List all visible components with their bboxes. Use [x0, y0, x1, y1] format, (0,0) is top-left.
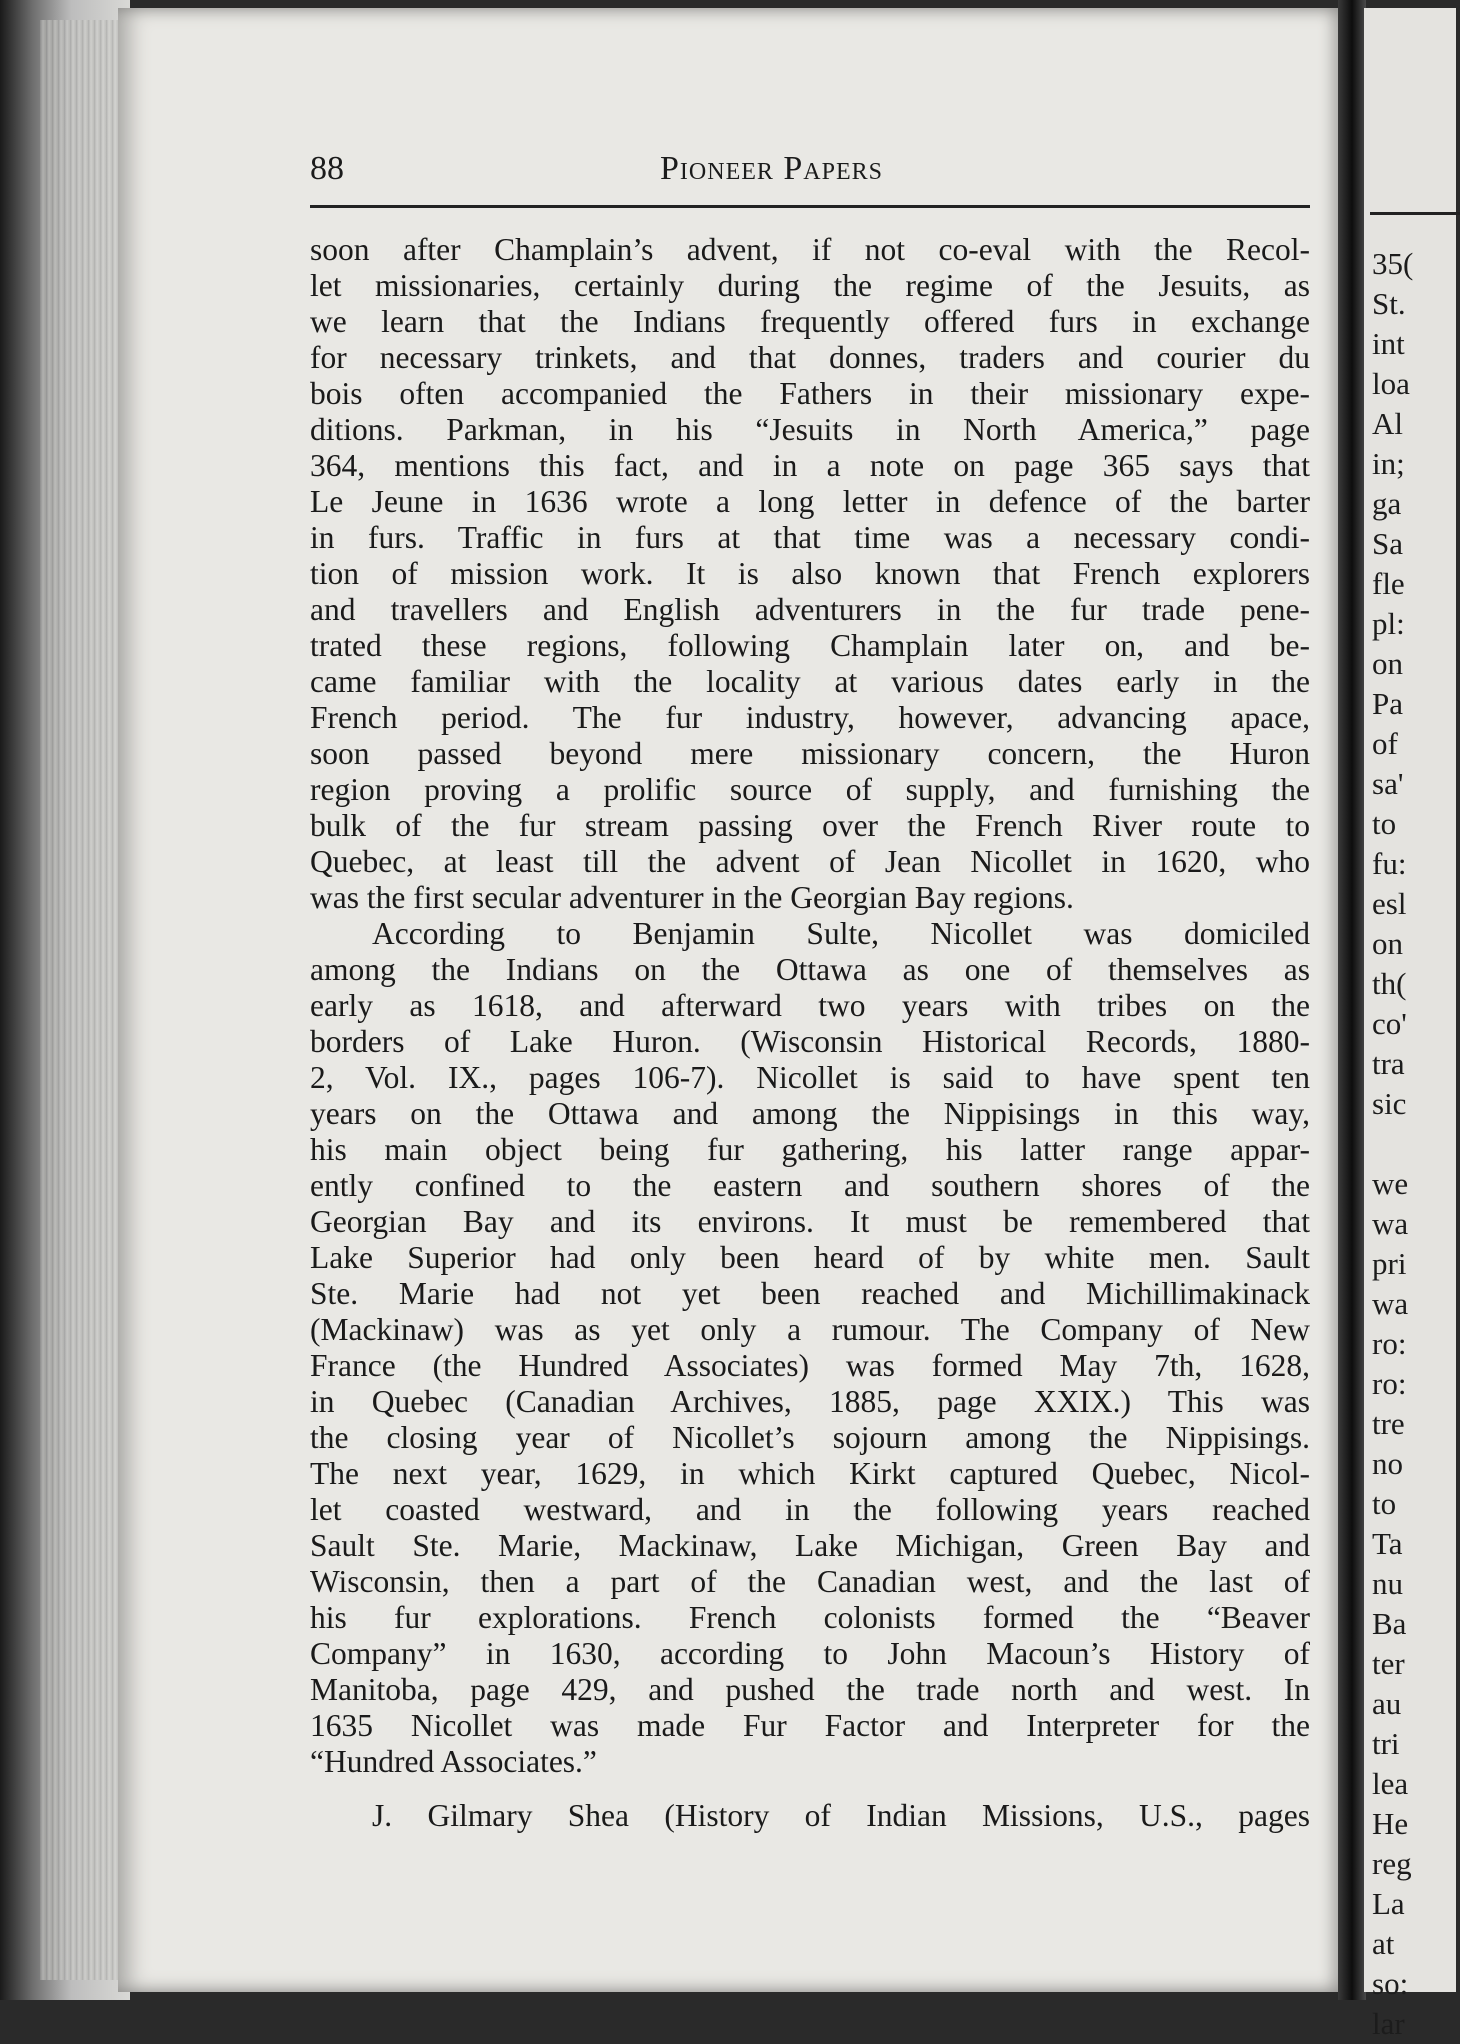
text-line: among the Indians on the Ottawa as one of themselves as [310, 952, 1310, 987]
text-line: 2, Vol. IX., pages 106-7). Nicollet is said to have spent ten [310, 1060, 1310, 1095]
facing-page-fragment: sa' [1372, 766, 1404, 801]
facing-page-fragment: St. [1372, 286, 1406, 321]
paragraph [310, 916, 1310, 1780]
facing-page-fragment: pri [1372, 1246, 1407, 1281]
text-line: Manitoba, page 429, and pushed the trade north and west. In [310, 1672, 1310, 1707]
facing-page-fragment: tri [1372, 1726, 1400, 1761]
text-line: was the first secular adventurer in the Georgian Bay regions. [310, 880, 1074, 915]
facing-page-fragment: at [1372, 1926, 1395, 1961]
text-line: The next year, 1629, in which Kirkt captured Quebec, Nicol- [310, 1456, 1310, 1491]
text-line: Lake Superior had only been heard of by white men. Sault [310, 1240, 1310, 1275]
text-line: soon after Champlain’s advent, if not co-eval with the Recol- [310, 232, 1310, 267]
facing-page-fragment: lar [1372, 2006, 1405, 2041]
facing-page-fragment: co' [1372, 1006, 1407, 1041]
facing-page-rule [1370, 212, 1460, 215]
facing-page-fragment: ga [1372, 486, 1402, 521]
paragraph [310, 1798, 1310, 1834]
facing-page-fragment: Al [1372, 406, 1403, 441]
text-line: years on the Ottawa and among the Nippisings in this way, [310, 1096, 1310, 1131]
text-line: region proving a prolific source of supply, and furnishing the [310, 772, 1310, 807]
text-line: 1635 Nicollet was made Fur Factor and Interpreter for the [310, 1708, 1310, 1743]
facing-page-fragment: ro: [1372, 1366, 1407, 1401]
running-title: Pioneer Papers [660, 150, 883, 187]
facing-page-fragment: to [1372, 1486, 1397, 1521]
facing-page-fragment: au [1372, 1686, 1402, 1721]
facing-page-fragment: pl: [1372, 606, 1405, 641]
facing-page-fragment: so: [1372, 1966, 1409, 2001]
body-text [310, 232, 1310, 1834]
text-line: According to Benjamin Sulte, Nicollet was domiciled [372, 916, 1310, 951]
text-line: let missionaries, certainly during the regime of the Jesuits, as [310, 268, 1310, 303]
text-line: (Mackinaw) was as yet only a rumour. The Company of New [310, 1312, 1310, 1347]
text-line: bois often accompanied the Fathers in their missionary expe- [310, 376, 1310, 411]
facing-page-fragment: Ba [1372, 1606, 1407, 1641]
facing-page-fragment: He [1372, 1806, 1409, 1841]
page-number: 88 [310, 150, 344, 187]
text-line: for necessary trinkets, and that donnes, traders and courier du [310, 340, 1310, 375]
facing-page-fragment: fle [1372, 566, 1405, 601]
text-line: 364, mentions this fact, and in a note on page 365 says that [310, 448, 1310, 483]
facing-page-fragment: to [1372, 806, 1397, 841]
book-gutter [1338, 0, 1366, 2000]
facing-page-fragment: nu [1372, 1566, 1403, 1601]
text-line: early as 1618, and afterward two years with tribes on the [310, 988, 1310, 1023]
text-line: his main object being fur gathering, his latter range appar- [310, 1132, 1310, 1167]
facing-page-fragment: loa [1372, 366, 1410, 401]
facing-page-fragment: tra [1372, 1046, 1405, 1081]
text-line: J. Gilmary Shea (History of Indian Missions, U.S., pages [372, 1798, 1310, 1833]
facing-page-fragment: reg [1372, 1846, 1412, 1881]
text-line: in Quebec (Canadian Archives, 1885, page XXIX.) This was [310, 1384, 1310, 1419]
text-line: trated these regions, following Champlain later on, and be- [310, 628, 1310, 663]
text-line: “Hundred Associates.” [310, 1744, 597, 1779]
facing-page-fragment: we [1372, 1166, 1409, 1201]
facing-page-fragment: of [1372, 726, 1398, 761]
facing-page-fragment: tre [1372, 1406, 1405, 1441]
text-line: Wisconsin, then a part of the Canadian west, and the last of [310, 1564, 1310, 1599]
facing-page-fragment: La [1372, 1886, 1405, 1921]
facing-page-fragment: fu: [1372, 846, 1407, 881]
facing-page [1364, 8, 1456, 2041]
text-line: his fur explorations. French colonists formed the “Beaver [310, 1600, 1310, 1635]
text-line: French period. The fur industry, however, advancing apace, [310, 700, 1310, 735]
facing-page-fragment: Sa [1372, 526, 1403, 561]
text-line: let coasted westward, and in the following years reached [310, 1492, 1310, 1527]
facing-page-fragment: wa [1372, 1286, 1409, 1321]
text-line: Company” in 1630, according to John Macoun’s History of [310, 1636, 1310, 1671]
header-rule [310, 205, 1310, 208]
text-line: bulk of the fur stream passing over the French River route to [310, 808, 1310, 843]
text-line: soon passed beyond mere missionary concern, the Huron [310, 736, 1310, 771]
text-line: we learn that the Indians frequently offered furs in exchange [310, 304, 1310, 339]
text-line: in furs. Traffic in furs at that time was a necessary condi- [310, 520, 1310, 555]
facing-page-fragment: sic [1372, 1086, 1407, 1121]
text-line: borders of Lake Huron. (Wisconsin Historical Records, 1880- [310, 1024, 1310, 1059]
facing-page-fragment: ro: [1372, 1326, 1407, 1361]
facing-page-text [1372, 244, 1413, 2044]
text-line: came familiar with the locality at various dates early in the [310, 664, 1310, 699]
facing-page-fragment: in; [1372, 446, 1405, 481]
facing-page-fragment: on [1372, 926, 1403, 961]
text-line: ently confined to the eastern and southern shores of the [310, 1168, 1310, 1203]
facing-page-fragment: Ta [1372, 1526, 1403, 1561]
facing-page-fragment: ter [1372, 1646, 1405, 1681]
facing-page-fragment: int [1372, 326, 1405, 361]
text-line: Le Jeune in 1636 wrote a long letter in defence of the barter [310, 484, 1310, 519]
text-line: and travellers and English adventurers in the fur trade pene- [310, 592, 1310, 627]
facing-page-fragment: no [1372, 1446, 1403, 1481]
text-line: Sault Ste. Marie, Mackinaw, Lake Michigan, Green Bay and [310, 1528, 1310, 1563]
facing-page-fragment: on [1372, 646, 1403, 681]
text-line: the closing year of Nicollet’s sojourn among the Nippisings. [310, 1420, 1310, 1455]
facing-page-fragment: th( [1372, 966, 1407, 1001]
text-line: France (the Hundred Associates) was formed May 7th, 1628, [310, 1348, 1310, 1383]
page-edges [40, 20, 130, 1980]
facing-page-fragment [1372, 1124, 1413, 1164]
paragraph [310, 232, 1310, 916]
facing-page-fragment: wa [1372, 1206, 1409, 1241]
text-line: ditions. Parkman, in his “Jesuits in North America,” page [310, 412, 1310, 447]
paragraph-gap [310, 1780, 1310, 1798]
text-line: Ste. Marie had not yet been reached and Michillimakinack [310, 1276, 1310, 1311]
text-line: Georgian Bay and its environs. It must be remembered that [310, 1204, 1310, 1239]
page-header [310, 150, 1310, 200]
facing-page-fragment: Pa [1372, 686, 1403, 721]
text-line: tion of mission work. It is also known that French explorers [310, 556, 1310, 591]
facing-page-fragment: esl [1372, 886, 1407, 921]
facing-page-fragment: 35( [1372, 246, 1414, 281]
text-line: Quebec, at least till the advent of Jean Nicollet in 1620, who [310, 844, 1310, 879]
facing-page-fragment: lea [1372, 1766, 1409, 1801]
